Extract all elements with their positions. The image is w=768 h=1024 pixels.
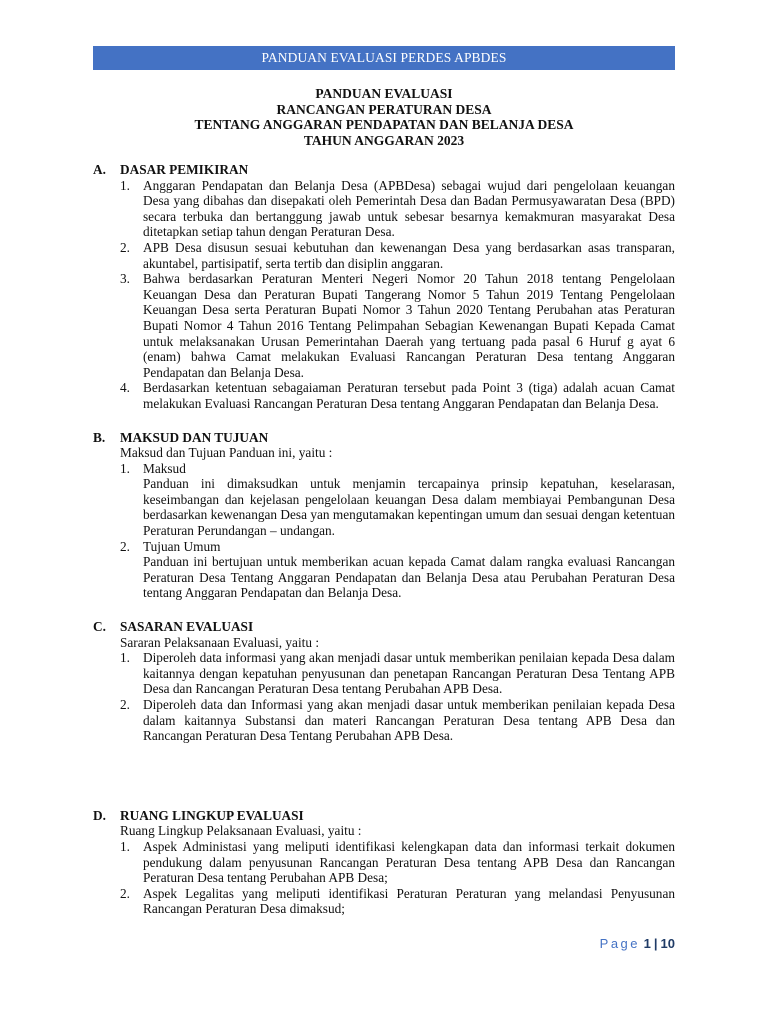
section-letter: C. [93,619,106,635]
list-number: 2. [120,239,130,255]
list-number: 1. [120,177,130,193]
list-item [120,839,675,886]
page-footer [570,936,675,951]
section-heading [93,162,675,178]
list-text: APB Desa disusun sesuai kebutuhan dan kewenangan Desa yang berdasarkan asas transparan, akuntabel, partisipatif, serta tertib dan disiplin anggaran. [143,239,675,271]
section-title: RUANG LINGKUP EVALUASI [120,807,304,823]
list-text: Diperoleh data informasi yang akan menjadi dasar untuk memberikan penilaian kepada Desa dalam kaitannya dengan kepatuhan penyusunan dan penetapan Rancangan Peraturan Desa Tentang APB Desa dan Rancangan Peraturan Desa tentang Perubahan APB Desa. [143,650,675,697]
section-c [93,619,675,744]
list-number: 1. [120,460,130,476]
list-item [120,886,675,917]
list-subtitle: Maksud [143,460,186,476]
page-separator: | [653,936,658,951]
list-item [120,178,675,240]
section-title: SASARAN EVALUASI [120,619,254,635]
list-content [143,461,675,539]
list-number: 1. [120,650,130,666]
list-number: 2. [120,885,130,901]
list-text: Aspek Administasi yang meliputi identifikasi kelengkapan data dan informasi terkait dokumen pendukung dalam penyusunan Rancangan Peraturan Desa tentang APB Desa dan Rancangan Peraturan Desa tentang Perubahan APB Desa; [143,838,675,886]
section-intro: Ruang Lingkup Pelaksanaan Evaluasi, yaitu : [120,823,362,839]
section-d [93,808,675,917]
list-item [120,697,675,744]
document-title [93,86,675,148]
list-text: Diperoleh data dan Informasi yang akan menjadi dasar untuk memberikan penilaian kepada Desa dalam kaitannya Substansi dan materi Rancangan Peraturan Desa tentang APB Desa dan Rancangan Peraturan Desa Tentang Perubahan APB Desa. [143,697,675,744]
list-item [120,539,675,601]
list-text: Anggaran Pendapatan dan Belanja Desa (APBDesa) sebagai wujud dari pengelolaan keuangan Desa yang dibahas dan disepakati oleh Pemerintah Desa dan Badan Permusyawaratan Desa (BPD) secara terbuka dan bertanggung jawab untuk sebesar besarnya kemakmuran masyarakat Desa ditetapkan setiap tahun dengan Peraturan Desa. [143,177,675,240]
list-number: 4. [120,380,130,396]
list-text: Panduan ini bertujuan untuk memberikan acuan kepada Camat dalam rangka evaluasi Rancangan Peraturan Desa Tentang Anggaran Pendapatan dan Belanja Desa atau Perubahan Peraturan Desa tentang Anggaran Pendapatan dan Belanja Desa. [143,554,675,601]
section-title: MAKSUD DAN TUJUAN [120,429,269,445]
list-subtitle: Tujuan Umum [143,538,221,554]
title-line-3: TENTANG ANGGARAN PENDAPATAN DAN BELANJA DESA [194,117,574,132]
section-heading [93,430,675,446]
section-letter: B. [93,429,106,445]
section-letter: A. [93,162,106,177]
list-number: 2. [120,697,130,712]
header-banner: PANDUAN EVALUASI PERDES APBDES [93,46,675,70]
list-item [120,461,675,539]
section-a [93,162,675,412]
section-list [93,461,675,601]
page-label: Page [599,936,641,951]
section-intro: Sararan Pelaksanaan Evaluasi, yaitu : [120,634,320,650]
title-line-4: TAHUN ANGGARAN 2023 [303,132,465,148]
list-number: 3. [120,271,130,287]
section-list [93,839,675,917]
section-b [93,430,675,602]
section-list [93,650,675,744]
list-item [120,240,675,271]
title-line-1: PANDUAN EVALUASI [315,86,453,101]
section-title: DASAR PEMIKIRAN [120,162,249,177]
list-number: 1. [120,838,130,854]
page-total: 10 [660,936,675,951]
page-number: 1 [643,936,651,951]
list-content [143,539,675,601]
section-list [93,178,675,412]
section-heading [93,619,675,635]
document-body [93,162,675,917]
list-item [120,650,675,697]
list-item [120,380,675,411]
list-text: Berdasarkan ketentuan sebagaiaman Peraturan tersebut pada Point 3 (tiga) adalah acuan Camat melakukan Evaluasi Rancangan Peraturan Desa tentang Anggaran Pendapatan dan Belanja Desa. [143,380,675,411]
title-line-2: RANCANGAN PERATURAN DESA [276,101,492,117]
list-number: 2. [120,538,130,554]
section-letter: D. [93,807,106,823]
list-text: Aspek Legalitas yang meliputi identifikasi Peraturan Peraturan yang melandasi Penyusunan Rancangan Peraturan Desa dimaksud; [143,885,675,917]
list-text: Panduan ini dimaksudkan untuk menjamin tercapainya prinsip kepatuhan, keselarasan, keseimbangan dan kejelasan pengelolaan keuangan Desa dalam membiayai Pembangunan Desa berdasarkan kewenangan Desa yan mengutamakan kepentingan umum dan sesuai dengan ketentuan Peraturan Perundangan – undangan. [143,476,675,539]
list-item [120,271,675,380]
section-heading [93,808,675,824]
list-text: Bahwa berdasarkan Peraturan Menteri Negeri Nomor 20 Tahun 2018 tentang Pengelolaan Keuangan Desa dan Peraturan Bupati Tangerang Nomor 5 Tahun 2019 Tentang Pengelolaan Keuangan Desa serta Peraturan Bupati Nomor 3 Tahun 2020 Tentang Perubahan atas Peraturan Bupati Nomor 4 Tahun 2016 Tentang Pelimpahan Sebagian Kewenangan Bupati Kepada Camat untuk melaksanakan Urusan Pemerintahan Daerah yang tertuang pada pasal 6 Huruf g ayat 6 (enam) bahwa Camat melakukan Evaluasi Rancangan Peraturan Desa tentang Anggaran Pendapatan dan Belanja Desa. [143,271,675,380]
section-intro: Maksud dan Tujuan Panduan ini, yaitu : [120,445,333,461]
